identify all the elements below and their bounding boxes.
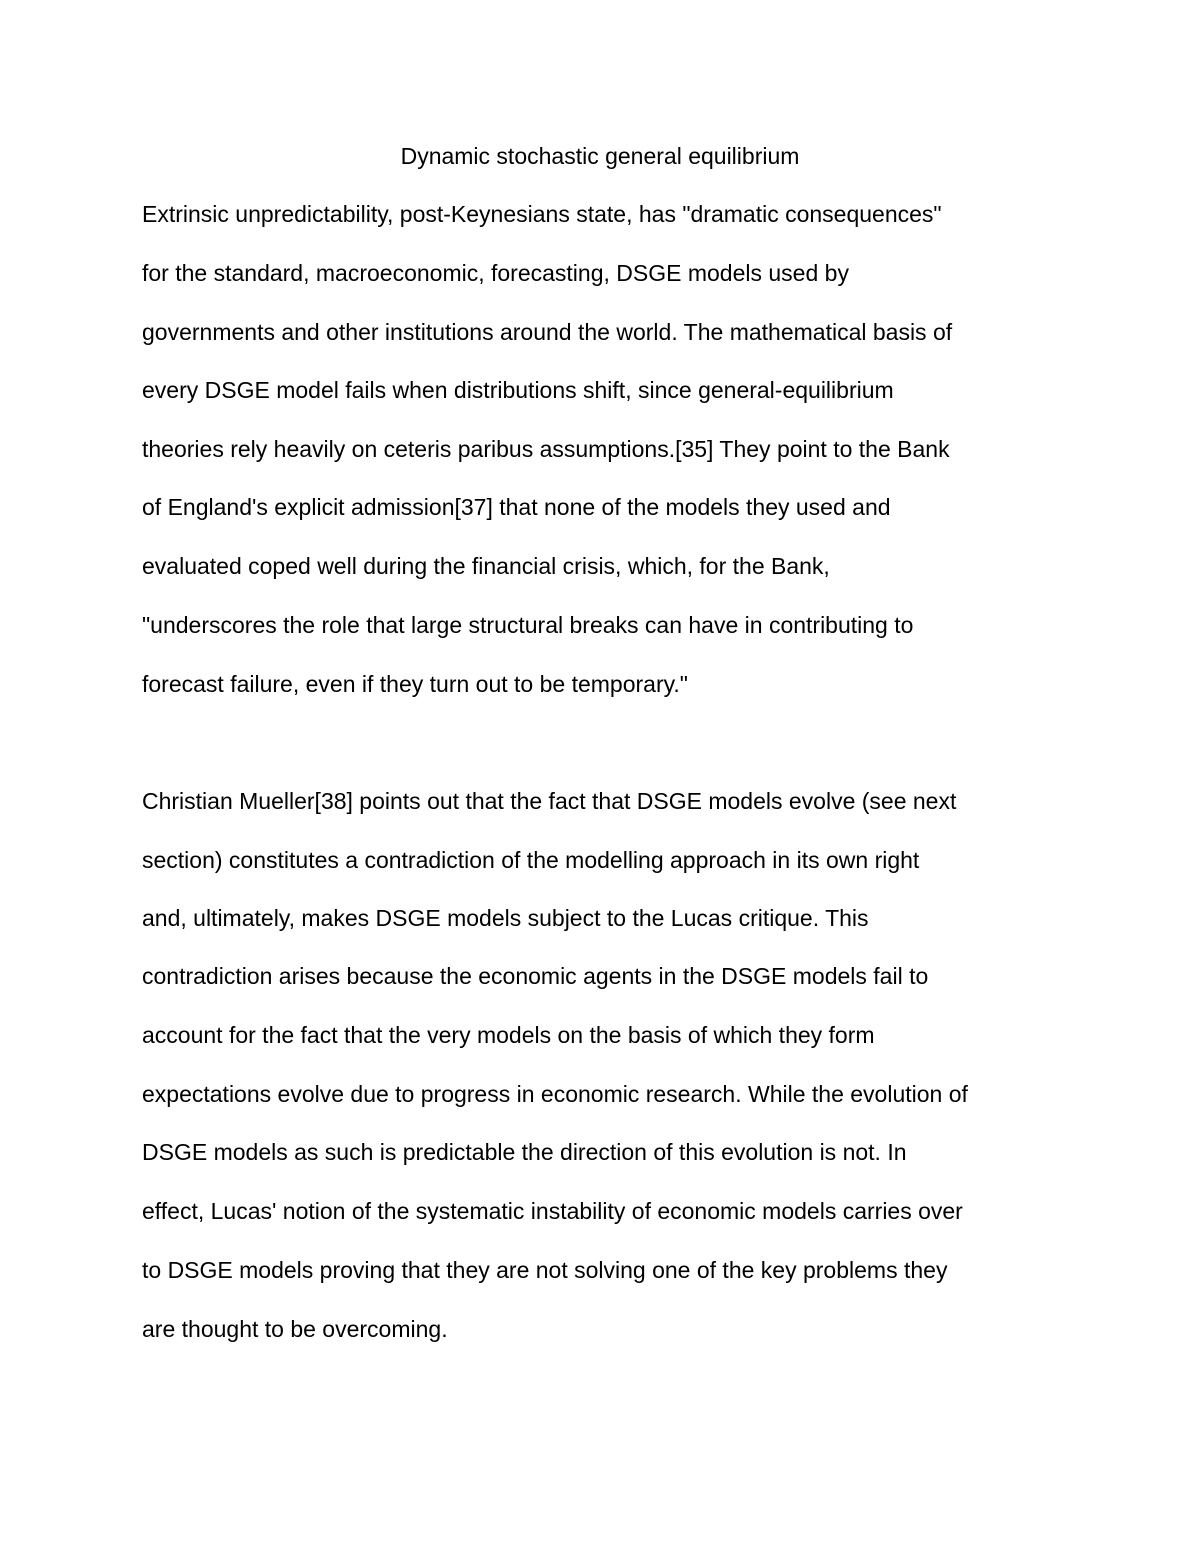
paragraph-1-line: every DSGE model fails when distributions shift, since general-equilibrium — [142, 377, 894, 403]
paragraph-2-line: to DSGE models proving that they are not solving one of the key problems they — [142, 1257, 948, 1283]
paragraph-1-line: theories rely heavily on ceteris paribus assumptions.[35] They point to the Bank — [142, 436, 950, 462]
document-title: Dynamic stochastic general equilibrium — [400, 143, 800, 169]
paragraph-2-line: account for the fact that the very models on the basis of which they form — [142, 1022, 875, 1048]
paragraph-1-line: "underscores the role that large structural breaks can have in contributing to — [142, 612, 914, 638]
paragraph-1-line: for the standard, macroeconomic, forecasting, DSGE models used by — [142, 260, 849, 286]
paragraph-1-line: forecast failure, even if they turn out to be temporary." — [142, 671, 688, 697]
paragraph-2-line: are thought to be overcoming. — [142, 1316, 448, 1342]
paragraph-1-line: Extrinsic unpredictability, post-Keynesians state, has "dramatic consequences" — [142, 201, 942, 227]
paragraph-2-line: Christian Mueller[38] points out that the fact that DSGE models evolve (see next — [142, 788, 957, 814]
paragraph-1-line: governments and other institutions around the world. The mathematical basis of — [142, 319, 953, 345]
paragraph-1-line: evaluated coped well during the financial crisis, which, for the Bank, — [142, 553, 830, 579]
paragraph-2-line: and, ultimately, makes DSGE models subject to the Lucas critique. This — [142, 905, 869, 931]
paragraph-2-line: effect, Lucas' notion of the systematic instability of economic models carries over — [142, 1198, 963, 1224]
paragraph-2-line: expectations evolve due to progress in economic research. While the evolution of — [142, 1081, 968, 1107]
paragraph-2-line: section) constitutes a contradiction of the modelling approach in its own right — [142, 847, 920, 873]
paragraph-1-line: of England's explicit admission[37] that none of the models they used and — [142, 494, 891, 520]
paragraph-2-line: DSGE models as such is predictable the direction of this evolution is not. In — [142, 1139, 907, 1165]
paragraph-2-line: contradiction arises because the economic agents in the DSGE models fail to — [142, 963, 929, 989]
